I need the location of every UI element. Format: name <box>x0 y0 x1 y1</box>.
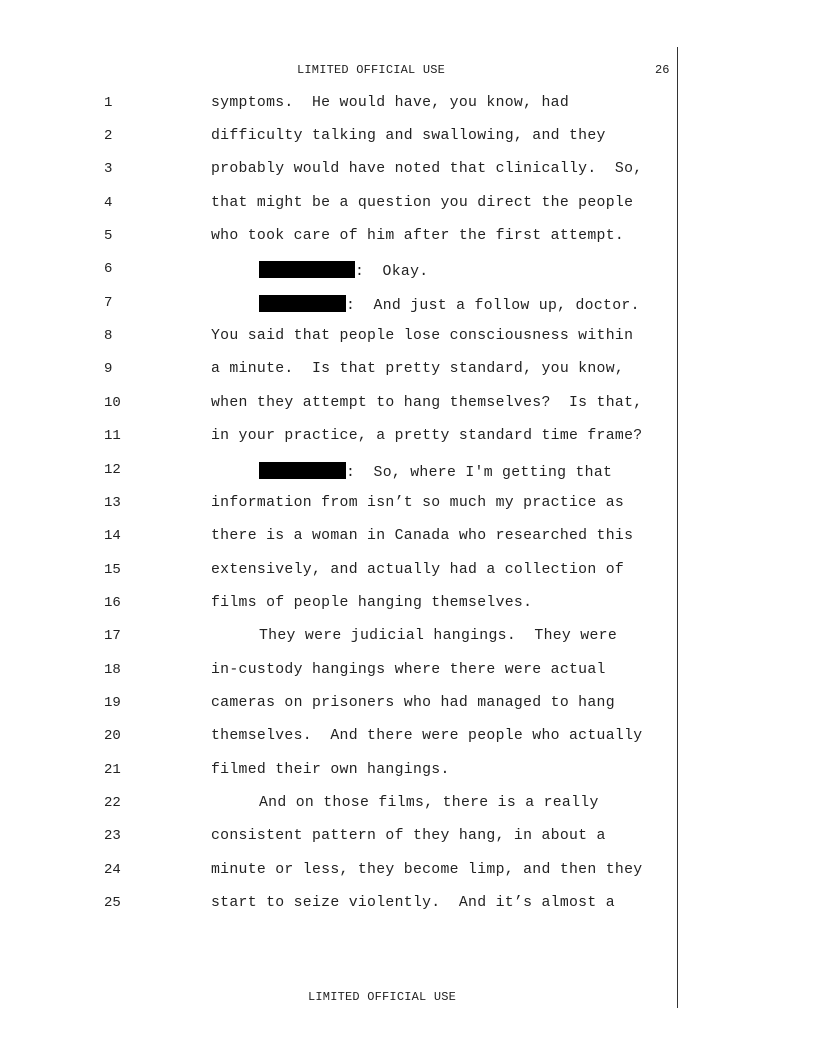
line-text: difficulty talking and swallowing, and they <box>211 128 606 144</box>
line-number: 10 <box>104 395 121 411</box>
page-footer: LIMITED OFFICIAL USE <box>308 990 457 1004</box>
page-number: 26 <box>655 63 670 77</box>
line-number: 14 <box>104 528 121 544</box>
line-number: 8 <box>104 328 113 344</box>
line-number: 24 <box>104 862 121 878</box>
line-number: 11 <box>104 428 121 444</box>
line-text: extensively, and actually had a collection of <box>211 562 625 578</box>
line-text: cameras on prisoners who had managed to hang <box>211 695 615 711</box>
line-text: You said that people lose consciousness within <box>211 328 634 344</box>
line-text: themselves. And there were people who actually <box>211 728 643 744</box>
speaker-line <box>259 261 428 280</box>
line-text: in your practice, a pretty standard time frame? <box>211 428 643 444</box>
line-number: 5 <box>104 228 113 244</box>
line-number: 16 <box>104 595 121 611</box>
line-text: And on those films, there is a really <box>259 795 599 811</box>
line-text: filmed their own hangings. <box>211 762 450 778</box>
line-number: 4 <box>104 195 113 211</box>
page-header: LIMITED OFFICIAL USE <box>297 63 446 77</box>
line-number: 22 <box>104 795 121 811</box>
line-text: probably would have noted that clinically. So, <box>211 161 643 177</box>
line-number: 6 <box>104 261 113 277</box>
line-text: minute or less, they become limp, and then they <box>211 862 643 878</box>
line-number: 2 <box>104 128 113 144</box>
speaker-line <box>259 462 612 481</box>
line-text: start to seize violently. And it’s almost a <box>211 895 615 911</box>
line-number: 1 <box>104 95 113 111</box>
line-text: there is a woman in Canada who researched this <box>211 528 634 544</box>
line-number: 17 <box>104 628 121 644</box>
line-text: that might be a question you direct the people <box>211 195 634 211</box>
line-text: : So, where I'm getting that <box>346 465 613 481</box>
line-number: 23 <box>104 828 121 844</box>
line-text: a minute. Is that pretty standard, you know, <box>211 361 625 377</box>
line-text: : And just a follow up, doctor. <box>346 298 640 314</box>
line-text: who took care of him after the first attempt. <box>211 228 625 244</box>
line-text: in-custody hangings where there were actual <box>211 662 606 678</box>
line-number: 9 <box>104 361 113 377</box>
right-margin-rule <box>677 47 678 1008</box>
line-number: 7 <box>104 295 113 311</box>
line-text: : Okay. <box>355 264 429 280</box>
line-number: 12 <box>104 462 121 478</box>
line-number: 13 <box>104 495 121 511</box>
line-number: 21 <box>104 762 121 778</box>
line-number: 3 <box>104 161 113 177</box>
line-text: information from isn’t so much my practice as <box>211 495 625 511</box>
line-text: consistent pattern of they hang, in about a <box>211 828 606 844</box>
line-number: 19 <box>104 695 121 711</box>
line-text: They were judicial hangings. They were <box>259 628 618 644</box>
line-text: when they attempt to hang themselves? Is that, <box>211 395 643 411</box>
redaction-box <box>259 462 346 479</box>
speaker-line <box>259 295 640 314</box>
line-number: 20 <box>104 728 121 744</box>
line-text: symptoms. He would have, you know, had <box>211 95 570 111</box>
redaction-box <box>259 261 355 278</box>
line-number: 15 <box>104 562 121 578</box>
line-text: films of people hanging themselves. <box>211 595 533 611</box>
line-number: 18 <box>104 662 121 678</box>
line-number: 25 <box>104 895 121 911</box>
redaction-box <box>259 295 346 312</box>
